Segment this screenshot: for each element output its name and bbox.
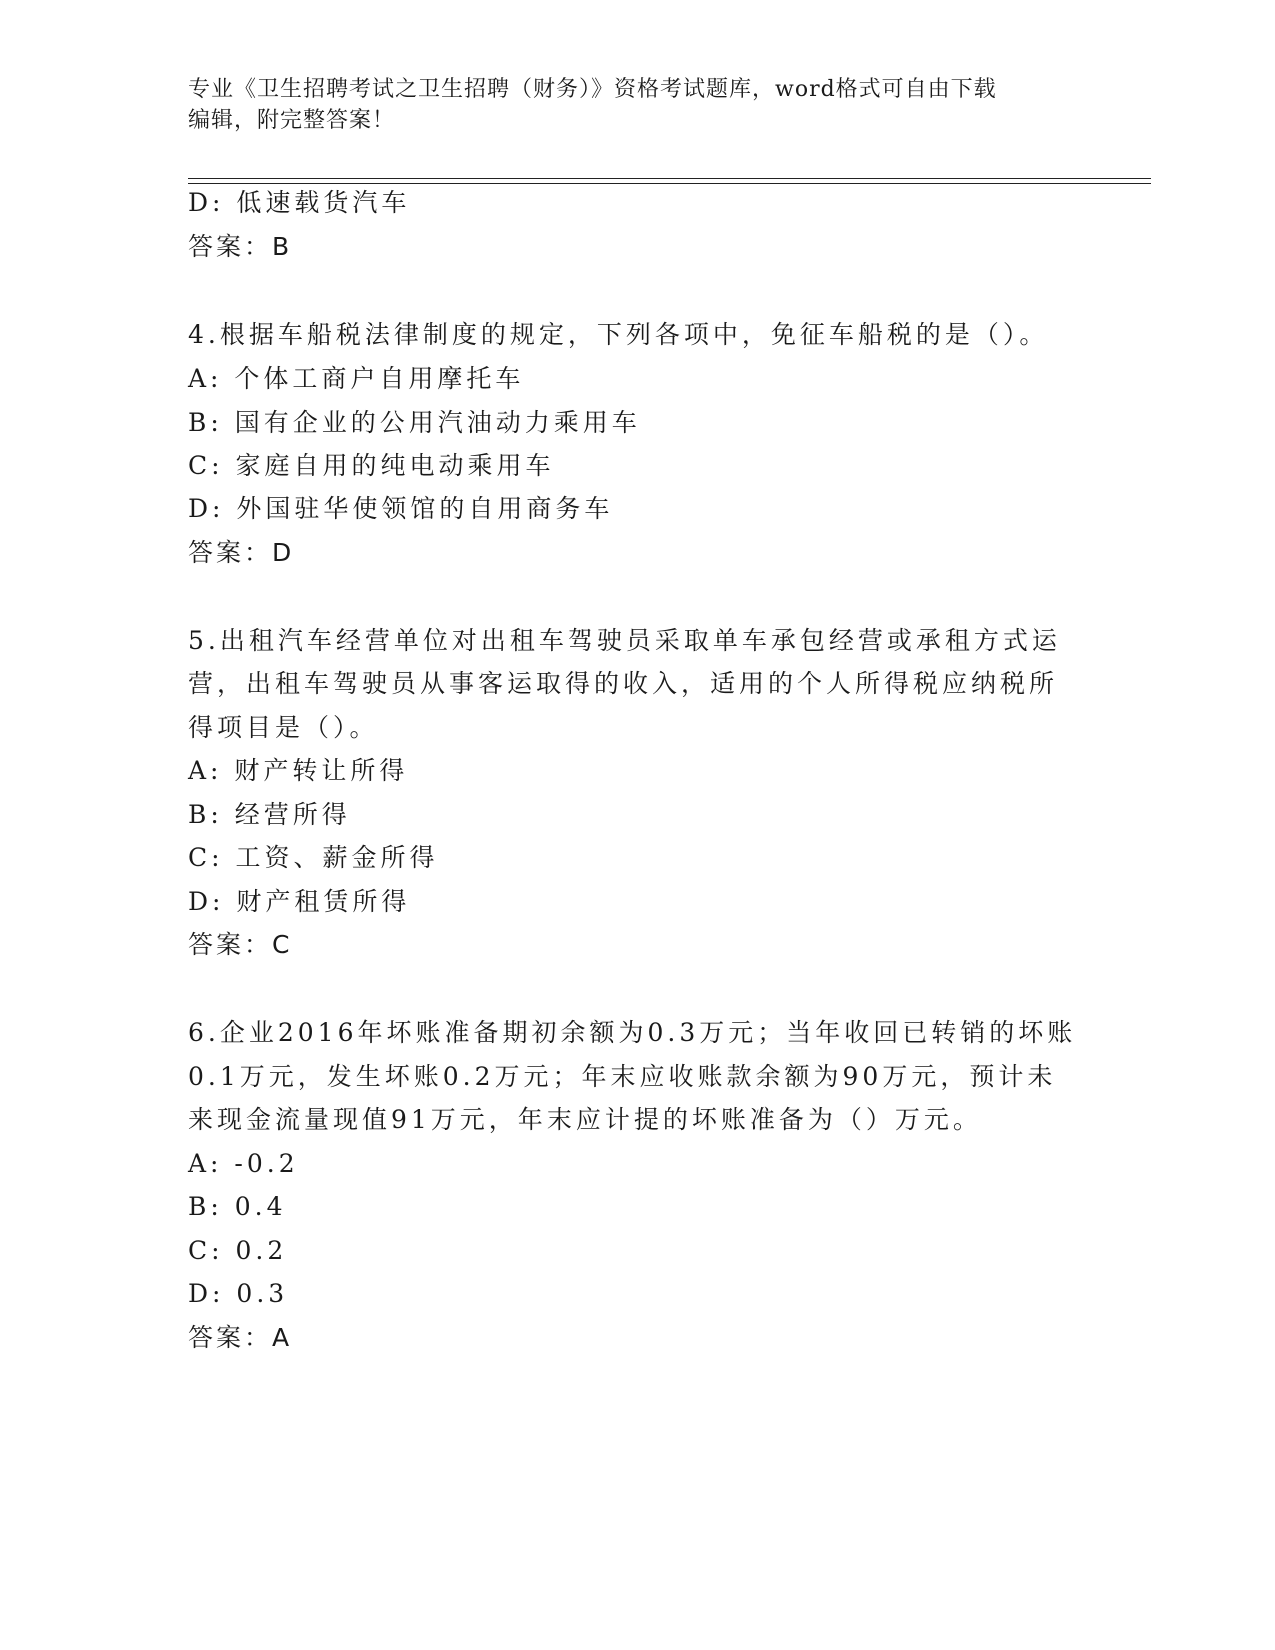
q6-option-c: C: 0.2 (188, 1236, 288, 1265)
q5-stem-line-1: 5.出租汽车经营单位对出租车驾驶员采取单车承包经营或承租方式运 (188, 626, 1061, 655)
q6-option-d: D: 0.3 (188, 1279, 289, 1308)
header-divider-bottom (188, 183, 1151, 184)
q4-option-c: C: 家庭自用的纯电动乘用车 (188, 451, 555, 480)
q4-answer: 答案：D (188, 538, 295, 567)
q3-option-d: D: 低速载货汽车 (188, 188, 411, 217)
q3-answer: 答案：B (188, 232, 293, 261)
q5-option-b: B: 经营所得 (188, 800, 351, 829)
q6-stem-line-3: 来现金流量现值91万元，年末应计提的坏账准备为（）万元。 (188, 1105, 982, 1134)
q5-option-d: D: 财产租赁所得 (188, 887, 411, 916)
header-line-2: 编辑，附完整答案！ (188, 108, 396, 133)
header-divider-top (188, 178, 1151, 179)
q5-stem-line-2: 营，出租车驾驶员从事客运取得的收入，适用的个人所得税应纳税所 (188, 669, 1059, 698)
q6-stem-line-1: 6.企业2016年坏账准备期初余额为0.3万元；当年收回已转销的坏账 (188, 1018, 1077, 1047)
q4-stem: 4.根据车船税法律制度的规定，下列各项中，免征车船税的是（）。 (188, 320, 1049, 349)
q6-stem-line-2: 0.1万元，发生坏账0.2万元；年末应收账款余额为90万元，预计未 (188, 1062, 1057, 1091)
q5-stem-line-3: 得项目是（）。 (188, 713, 379, 742)
q5-option-a: A: 财产转让所得 (188, 756, 409, 785)
q4-option-d: D: 外国驻华使领馆的自用商务车 (188, 494, 614, 523)
q4-option-b: B: 国有企业的公用汽油动力乘用车 (188, 408, 641, 437)
header-line-1: 专业《卫生招聘考试之卫生招聘（财务）》资格考试题库，word格式可自由下载 (188, 77, 997, 102)
q6-option-a: A: -0.2 (188, 1149, 299, 1178)
q6-option-b: B: 0.4 (188, 1192, 287, 1221)
q5-option-c: C: 工资、薪金所得 (188, 843, 439, 872)
q4-option-a: A: 个体工商户自用摩托车 (188, 364, 525, 393)
q5-answer: 答案：C (188, 930, 293, 959)
q6-answer: 答案：A (188, 1323, 293, 1352)
document-header (188, 74, 1068, 136)
